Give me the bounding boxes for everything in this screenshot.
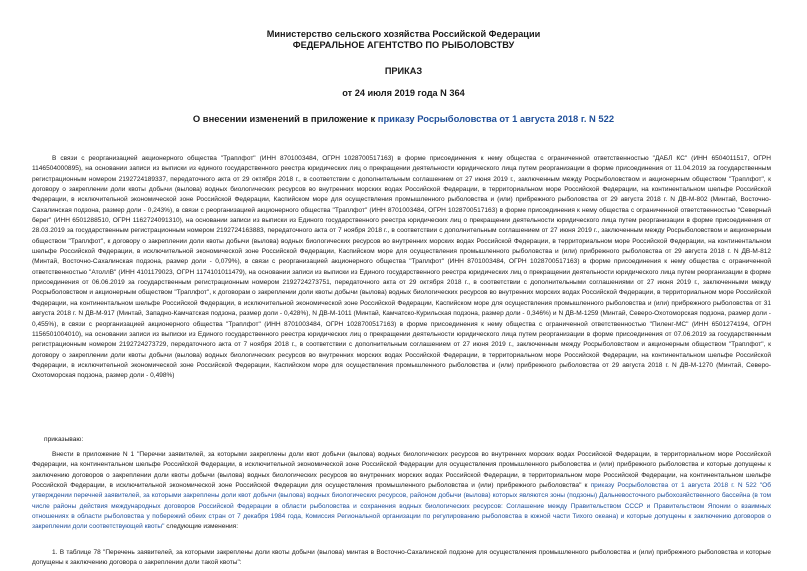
agency-name: ФЕДЕРАЛЬНОЕ АГЕНТСТВО ПО РЫБОЛОВСТВУ	[292, 40, 515, 50]
ministry-name: Министерство сельского хозяйства Российской Федерации	[266, 29, 541, 39]
preamble-paragraph: В связи с реорганизацией акционерного общества "Траплфот" (ИНН 8701003484, ОГРН 1028700517163) в форме присоединения к нему общества с ограниченной ответственностью "ДАБЛ КС" (ИНН 6504011517, ОГРН 1146504000895), на основании записи из выписки из единого государственного реестра юридических лиц о прекращении деятельности юридического лица путем реорганизации в форме присоединения от 11.04.2019 за государственным регистрационным номером 2192724189337, передаточного акта от 29 октября 2018 г., в соответствии с дополнительным соглашением от 27 июня 2019 г., заключенным между Росрыболовством и акционерным обществом "Траплфот", к договору о закреплении доли квоты добычи (вылова) водных биологических ресурсов во внутренних морских водах Российской Федерации, в территориальном море Российской Федерации, на континентальном шельфе Российской Федерации, в исключительной экономической зоне Российской Федерации, Каспийском море для осуществления промышленного рыболовства и (или) прибрежного рыболовства от 29 августа 2018 г. N ДВ-М-802 (Минтай, Восточно-Сахалинская подзона, размер доли - 0,243%), в связи с реорганизацией акционерного общества "Траплфот" (ИНН 8701003484, ОГРН 1028700517163) в форме присоединения к нему общества с ограниченной ответственностью "Северный берег" (ИНН 6501288510, ОГРН 1162724091310), на основании записи из выписки из Единого государственного реестра юридических лиц о прекращении деятельности юридического лица путем реорганизации в форме присоединения от 28.03.2019 за государственным регистрационным номером 2192724163883, передаточного акта от 7 ноября 2018 г., в соответствии с дополнительным соглашением от 27 июня 2019 г., заключенным между Росрыболовством и акционерным обществом "Траплфот", к договору о закреплении доли квоты добычи (вылова) водных биологических ресурсов во внутренних морских водах Российской Федерации, в территориальном море Российской Федерации, на континентальном шельфе Российской Федерации, в исключительной экономической зоне Российской Федерации, Каспийском море для осуществления промышленного рыболовства и (или) прибрежного рыболовства от 29 августа 2018 г. N ДВ-М-812 (Минтай, Восточно-Сахалинская подзона, размер доли - 0,079%), в связи с реорганизацией акционерного общества "Траплфот" (ИНН 8701003484, ОГРН 1028700517163) в форме присоединения к нему общества с ограниченной ответственностью "АтоллВ" (ИНН 4101179023, ОГРН 1174101011479), на основании записи из выписки из Единого государственного реестра юридических лиц о прекращении деятельности юридического лица путем реорганизации в форме присоединения от 06.06.2019 за государственным регистрационным номером 2192724273751, передаточного акта от 29 октября 2018 г., в соответствии с дополнительными соглашениями от 27 июня 2019 г., заключенными между Росрыболовством и акционерным обществом "Траплфот", к договорам о закреплении доли квоты добычи (вылова) водных биологических ресурсов во внутренних морских водах Российской Федерации, в территориальном море Российской Федерации, на континентальном шельфе Российской Федерации, в исключительной экономической зоне Российской Федерации, Каспийском море для осуществления промышленного рыболовства и (или) прибрежного рыболовства от 31 августа 2018 г. N ДВ-М-917 (Минтай, Западно-Камчатская подзона, размер доли - 0,428%), N ДВ-М-1011 (Минтай, Камчатско-Курильская подзона, размер доли - 0,346%) и N ДВ-М-1259 (Минтай, Северо-Охотоморская подзона, размер доли - 0,455%), в связи с реорганизацией акционерного общества "Траплфот" (ИНН 8701003484, ОГРН 1028700517163) в форме присоединения к нему общества с ограниченной ответственностью "Пиленг-МС" (ИНН 6501274194, ОГРН 1156501004010), на основании записи из выписки из Единого государственного реестра юридических лиц о прекращении деятельности юридического лица путем реорганизации в форме присоединения от 07.06.2019 за государственным регистрационным номером 2192724273729, передаточного акта от 7 ноября 2018 г., в соответствии с дополнительным соглашением от 27 июня 2019 г., заключенным между Росрыболовством и акционерным обществом "Траплфот", к договору о закреплении доли квоты добычи (вылова) водных биологических ресурсов во внутренних морских водах Российской Федерации, в территориальном море Российской Федерации, на континентальном шельфе Российской Федерации, в исключительной экономической зоне Российской Федерации, Каспийском море для осуществления промышленного рыболовства и (или) прибрежного рыболовства от 29 августа 2018 г. N ДВ-М-1270 (Минтай, Северо-Охотоморская подзона, размер доли - 0,498%)	[32, 155, 771, 380]
title-order-link[interactable]: приказу Росрыболовства от 1 августа 2018 г. N 522	[377, 113, 615, 124]
title-prefix: О внесении изменений в приложение к	[192, 113, 378, 124]
document-title	[0, 113, 807, 124]
clause-1-paragraph	[32, 450, 771, 545]
order-522-title-link[interactable]: "Об утверждении перечней заявителей, за которыми закреплены доли квот добычи (вылова) водных биологических ресурсов, районом добычи (вылова) которых являются зоны (подзоны) Дальневосточного рыбохозяйственного бассейна (в том числе районы действия международных договоров Российской Федерации в области рыболовства и сохранения водных биологических ресурсов: Соглашение между Правительством СССР и Правительством Японии о взаимных отношениях в области рыболовства у побережий обеих стран от 7 декабря 1984 года, Комиссия Региональной организации по регулированию рыболовства в южной части Тихого океана) и которые допущены к заключению договоров о закреплении доли соответствующей квоты"	[32, 482, 771, 531]
prikazyvayu-text: приказываю:	[44, 436, 84, 443]
clause-1-text: Внести в приложение N 1 "Перечни заявителей, за которыми закреплены доли квот добычи (вылова) водных биологических ресурсов во внутренних морских водах Российской Федерации, в территориальном море Российской Федерации, на континентальном шельфе Российской Федерации, в исключительной экономической зоне Российской Федерации для осуществления промышленного рыболовства и (или) прибрежного рыболовства и которые допущены к заключению договоров о закреплении доли квоты добычи (вылова) водных биологических ресурсов во внутренних морских водах Российской Федерации, в территориальном море Российской Федерации, на континентальном шельфе Российской Федерации, в исключительной экономической зоне Российской Федерации для осуществления промышленного рыболовства и (или) прибрежного рыболовства" к	[32, 451, 771, 490]
order-522-link[interactable]: приказу Росрыболовства от 1 августа 2018 г. N 522	[590, 482, 757, 490]
clause-1-tail: следующие изменения:	[164, 523, 239, 531]
item-1-paragraph: 1. В таблице 78 "Перечень заявителей, за которыми закреплены доли квоты добычи (вылова) минтая в Восточно-Сахалинской подзоне для осуществления промышленного рыболовства и (или) прибрежного рыболовства и которые допущены к заключению договора о закреплении доли такой квоты":	[32, 549, 771, 567]
document-type: ПРИКАЗ	[384, 66, 423, 76]
document-date-number: от 24 июля 2019 года N 364	[342, 88, 465, 98]
